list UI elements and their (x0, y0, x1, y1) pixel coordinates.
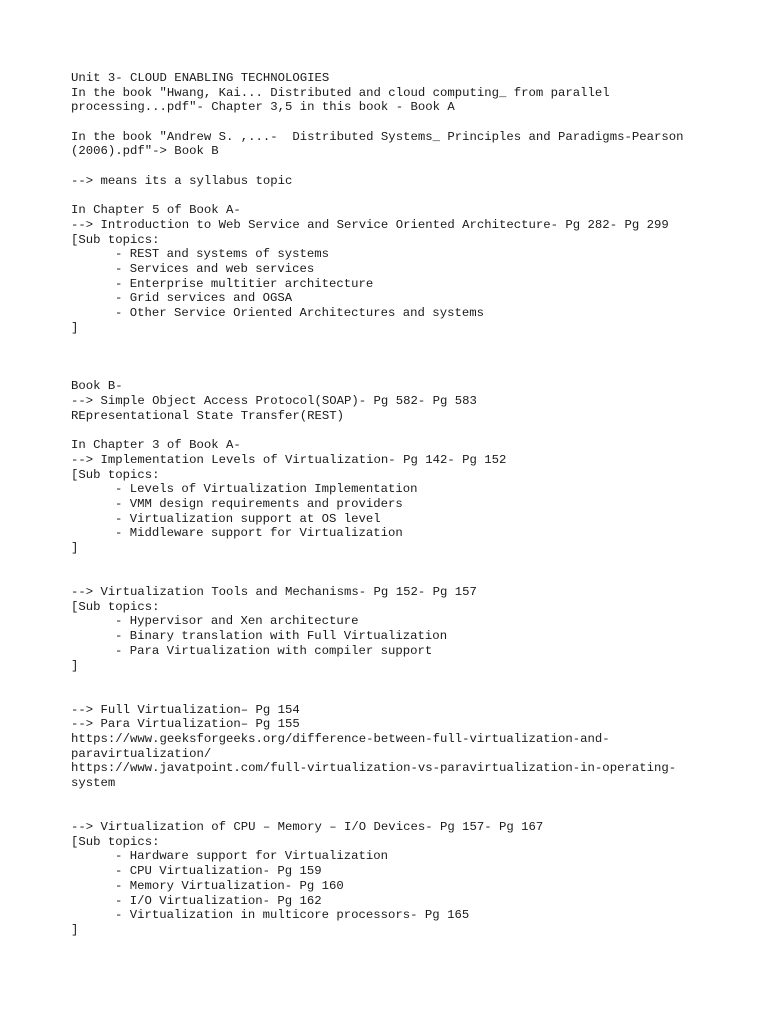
subtopic-item: - VMM design requirements and providers (115, 496, 403, 511)
spacer (71, 335, 731, 350)
subtopic-item: - Virtualization in multicore processors- Pg 165 (115, 908, 470, 923)
subtopics-open: [Sub topics: (71, 232, 160, 247)
subtopic-item: - Hardware support for Virtualization (115, 849, 389, 864)
topic-note: REpresentational State Transfer(REST) (71, 408, 345, 423)
syllabus-topic: --> Full Virtualization– Pg 154 (71, 702, 300, 717)
reference-link-line[interactable]: https://www.geeksforgeeks.org/difference-between-full-virtualization-and- (71, 731, 610, 746)
spacer (71, 673, 731, 688)
spacer (71, 424, 731, 439)
subtopic-item: - REST and systems of systems (115, 247, 330, 262)
subtopics-open: [Sub topics: (71, 467, 160, 482)
subtopic-item: - Memory Virtualization- Pg 160 (115, 878, 344, 893)
book-b-ref-line1: In the book "Andrew S. ,...- Distributed Systems_ Principles and Paradigms-Pearson (71, 129, 684, 144)
spacer (71, 805, 731, 820)
reference-link-line[interactable]: paravirtualization/ (71, 746, 212, 761)
subtopic-item: - Grid services and OGSA (115, 291, 293, 306)
legend-note: --> means its a syllabus topic (71, 173, 293, 188)
spacer (71, 189, 731, 204)
spacer (71, 556, 731, 571)
book-a-ref-line2: processing...pdf"- Chapter 3,5 in this book - Book A (71, 100, 455, 115)
reference-link-line[interactable]: https://www.javatpoint.com/full-virtualization-vs-paravirtualization-in-operating- (71, 761, 677, 776)
book-b-ref-line2: (2006).pdf"-> Book B (71, 144, 219, 159)
spacer (71, 365, 731, 380)
spacer (71, 115, 731, 130)
spacer (71, 791, 731, 806)
subtopics-open: [Sub topics: (71, 834, 160, 849)
section-heading: In Chapter 5 of Book A- (71, 203, 241, 218)
subtopics-open: [Sub topics: (71, 599, 160, 614)
syllabus-topic: --> Introduction to Web Service and Service Oriented Architecture- Pg 282- Pg 299 (71, 217, 669, 232)
spacer (71, 688, 731, 703)
subtopic-item: - Virtualization support at OS level (115, 511, 381, 526)
syllabus-topic: --> Virtualization Tools and Mechanisms- Pg 152- Pg 157 (71, 585, 477, 600)
document-page (71, 71, 731, 938)
spacer (71, 570, 731, 585)
subtopic-item: - Levels of Virtualization Implementation (115, 482, 418, 497)
subtopics-close: ] (71, 541, 79, 555)
syllabus-topic: --> Para Virtualization– Pg 155 (71, 717, 300, 732)
subtopic-item: - Other Service Oriented Architectures and systems (115, 306, 484, 320)
section-heading: Book B- (71, 379, 123, 394)
subtopic-item: - Services and web services (115, 261, 315, 276)
book-a-ref-line1: In the book "Hwang, Kai... Distributed and cloud computing_ from parallel (71, 85, 610, 100)
syllabus-topic: --> Virtualization of CPU – Memory – I/O Devices- Pg 157- Pg 167 (71, 820, 544, 835)
subtopics-close: ] (71, 320, 79, 335)
subtopic-item: - I/O Virtualization- Pg 162 (115, 893, 322, 908)
subtopic-item: - Middleware support for Virtualization (115, 526, 403, 541)
subtopics-close: ] (71, 658, 79, 673)
syllabus-topic: --> Implementation Levels of Virtualization- Pg 142- Pg 152 (71, 452, 507, 467)
subtopic-item: - Hypervisor and Xen architecture (115, 614, 359, 629)
spacer (71, 159, 731, 174)
unit-title: Unit 3- CLOUD ENABLING TECHNOLOGIES (71, 71, 330, 85)
section-heading: In Chapter 3 of Book A- (71, 438, 241, 453)
subtopic-item: - CPU Virtualization- Pg 159 (115, 864, 322, 879)
subtopics-close: ] (71, 922, 79, 937)
subtopic-item: - Para Virtualization with compiler support (115, 643, 433, 658)
syllabus-topic: --> Simple Object Access Protocol(SOAP)- Pg 582- Pg 583 (71, 394, 477, 409)
subtopic-item: - Binary translation with Full Virtualization (115, 629, 448, 644)
subtopic-item: - Enterprise multitier architecture (115, 276, 374, 291)
reference-link-line[interactable]: system (71, 776, 116, 790)
spacer (71, 350, 731, 365)
